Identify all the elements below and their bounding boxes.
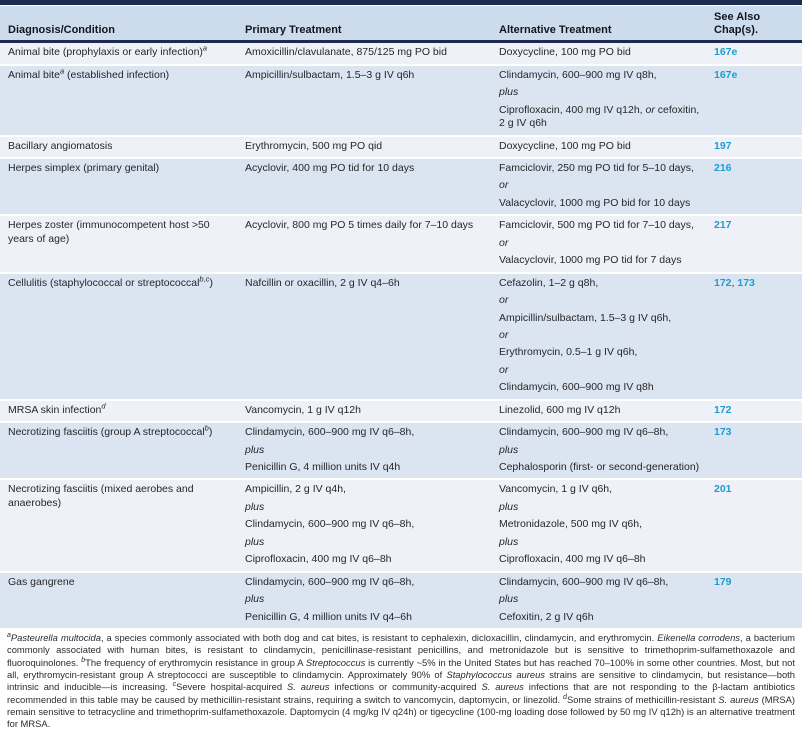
- treatment-line: Bacillary angiomatosis: [8, 139, 113, 152]
- alternative-treatment-cell: [491, 65, 706, 136]
- chapter-link[interactable]: 173: [714, 426, 732, 439]
- treatment-line: plus: [499, 535, 519, 548]
- table-row: [0, 215, 802, 272]
- see-also-cell: [706, 42, 802, 65]
- treatment-line: Necrotizing fasciitis (mixed aerobes and anaerobes): [8, 483, 194, 509]
- treatment-line: Ciprofloxacin, 400 mg IV q6–8h: [245, 553, 392, 566]
- table-row: [0, 400, 802, 422]
- table-top-rule: [0, 0, 802, 5]
- primary-treatment-cell: [237, 65, 491, 136]
- see-also-cell: [706, 215, 802, 272]
- alternative-treatment-cell: [491, 572, 706, 628]
- treatment-line: or: [499, 236, 509, 249]
- treatment-line: Famciclovir, 500 mg PO tid for 7–10 days,: [499, 219, 694, 232]
- treatment-line: Herpes zoster (immunocompetent host >50 years of age): [8, 219, 210, 245]
- treatment-line: Vancomycin, 1 g IV q12h: [245, 403, 361, 416]
- treatment-line: Erythromycin, 500 mg PO qid: [245, 139, 383, 152]
- treatment-line: plus: [499, 443, 519, 456]
- table-row: [0, 136, 802, 158]
- chapter-link[interactable]: 217: [714, 219, 732, 232]
- table-row: [0, 572, 802, 628]
- treatment-line: or: [499, 294, 509, 307]
- treatment-line: Clindamycin, 600–900 mg IV q6–8h,: [245, 426, 415, 439]
- treatment-line: Erythromycin, 0.5–1 g IV q6h,: [499, 346, 638, 359]
- treatment-line: plus: [245, 500, 265, 513]
- treatment-line: Gas gangrene: [8, 575, 75, 588]
- column-header-alternative-treatment: Alternative Treatment: [491, 6, 706, 42]
- diagnosis-cell: [0, 422, 237, 479]
- treatment-line: Cefoxitin, 2 g IV q6h: [499, 610, 594, 623]
- diagnosis-cell: [0, 400, 237, 422]
- table-row: [0, 42, 802, 65]
- alternative-treatment-cell: [491, 158, 706, 215]
- treatment-line: Ampicillin, 2 g IV q4h,: [245, 483, 346, 496]
- table-row: [0, 422, 802, 479]
- primary-treatment-cell: [237, 158, 491, 215]
- treatment-line: Cefazolin, 1–2 g q8h,: [499, 276, 599, 289]
- treatment-line: Penicillin G, 4 million units IV q4h: [245, 461, 401, 473]
- chapter-link[interactable]: 167e: [714, 46, 738, 59]
- treatment-line: Ampicillin/sulbactam, 1.5–3 g IV q6h: [245, 68, 415, 81]
- diagnosis-cell: [0, 273, 237, 400]
- diagnosis-cell: [0, 65, 237, 136]
- treatment-line: or: [499, 179, 509, 192]
- footnotes: $^a$Pasteurella multocida, a species commonly associated with both dog and cat bites, is resistant to cephalexin, dicloxacillin, clindamycin, and erythromycin. Eikenella corrodens, a bacterium commonly associated with human bites, is resistant to clindamycin, penicillinase-resistant penicillins, and metronidazole but is sensitive to trimethoprim-sulfamethoxazole and fluoroquinolones. $^b$The frequency of erythromycin resistance in group A Streptococcus is currently ~5% in the United States but has reached 70–100% in some other countries. Most, but not all, erythromycin-resistant group A streptococci are susceptible to clindamycin. Approximately 90% of Staphylococcus aureus strains are sensitive to clindamycin, but resistance—both intrinsic and inducible—is increasing. $^c$Severe hospital-acquired S. aureus infections or community-acquired S. aureus infections that are not responding to the β-lactam antibiotics recommended in this table may be caused by methicillin-resistant strains, requiring a switch to vancomycin, daptomycin, or linezolid. $^d$Some strains of methicillin-resistant S. aureus (MRSA) remain sensitive to tetracycline and trimethoprim-sulfamethoxazole. Daptomycin (4 mg/kg IV q24h) or tigecycline (100-mg loading dose followed by 50 mg IV q12h) is an alternative treatment for MRSA.: [7, 631, 795, 730]
- treatment-line: Famciclovir, 250 mg PO tid for 5–10 days,: [499, 162, 694, 174]
- treatment-line: Herpes simplex (primary genital): [8, 162, 160, 174]
- treatment-line: Metronidazole, 500 mg IV q6h,: [499, 518, 643, 531]
- alternative-treatment-cell: [491, 273, 706, 400]
- see-also-cell: [706, 136, 802, 158]
- primary-treatment-cell: [237, 136, 491, 158]
- chapter-link[interactable]: 201: [714, 483, 732, 496]
- alternative-treatment-cell: [491, 215, 706, 272]
- primary-treatment-cell: [237, 400, 491, 422]
- table-row: [0, 273, 802, 400]
- alternative-treatment-cell: [491, 400, 706, 422]
- treatment-line: Ciprofloxacin, 400 mg IV q6–8h: [499, 553, 646, 566]
- chapter-link[interactable]: 172: [714, 403, 732, 416]
- table-row: [0, 65, 802, 136]
- primary-treatment-cell: [237, 422, 491, 479]
- treatment-line: Valacyclovir, 1000 mg PO bid for 10 days: [499, 196, 691, 209]
- treatment-line: Vancomycin, 1 g IV q6h,: [499, 483, 613, 496]
- treatment-line: Cephalosporin (first- or second-generation): [499, 461, 700, 473]
- primary-treatment-cell: [237, 42, 491, 65]
- see-also-cell: [706, 422, 802, 479]
- primary-treatment-cell: [237, 215, 491, 272]
- diagnosis-cell: [0, 158, 237, 215]
- see-also-cell: [706, 158, 802, 215]
- diagnosis-cell: [0, 42, 237, 65]
- alternative-treatment-cell: [491, 422, 706, 479]
- treatment-line: Clindamycin, 600–900 mg IV q8h: [499, 381, 654, 394]
- treatment-line: plus: [499, 500, 519, 513]
- chapter-link[interactable]: 179: [714, 575, 732, 588]
- treatment-line: Doxycycline, 100 mg PO bid: [499, 139, 631, 152]
- see-also-cell: 172, 173: [706, 273, 802, 400]
- header-row: [0, 6, 802, 42]
- alternative-treatment-cell: [491, 42, 706, 65]
- treatment-line: Cellulitis (staphylococcal or streptococcal$^{b,c}$): [8, 274, 213, 289]
- table-row: [0, 479, 802, 571]
- treatment-line: Clindamycin, 600–900 mg IV q6–8h,: [499, 575, 669, 588]
- treatment-line: Nafcillin or oxacillin, 2 g IV q4–6h: [245, 276, 400, 289]
- treatment-line: Ciprofloxacin, 400 mg IV q12h, or cefoxitin, 2 g IV q6h: [499, 103, 700, 130]
- treatment-line: Penicillin G, 4 million units IV q4–6h: [245, 610, 412, 623]
- primary-treatment-cell: [237, 479, 491, 571]
- diagnosis-cell: [0, 215, 237, 272]
- primary-treatment-cell: [237, 273, 491, 400]
- treatment-line: Animal bite (prophylaxis or early infection)$^a$: [8, 43, 208, 59]
- column-header-see-also: See Also Chap(s).: [706, 6, 802, 42]
- treatment-table: [0, 6, 802, 628]
- see-also-cell: [706, 572, 802, 628]
- treatment-line: plus: [499, 593, 519, 606]
- treatment-line: Clindamycin, 600–900 mg IV q6–8h,: [499, 426, 669, 439]
- treatment-line: Acyclovir, 800 mg PO 5 times daily for 7–10 days: [245, 219, 474, 232]
- chapter-link[interactable]: 197: [714, 139, 732, 152]
- alternative-treatment-cell: [491, 479, 706, 571]
- treatment-line: Linezolid, 600 mg IV q12h: [499, 403, 621, 416]
- table-header: [0, 6, 802, 42]
- table-row: [0, 158, 802, 215]
- treatment-line: MRSA skin infection$^d$: [8, 401, 106, 416]
- treatment-line: Clindamycin, 600–900 mg IV q6–8h,: [245, 518, 415, 531]
- treatment-line: plus: [245, 535, 265, 548]
- chapter-link[interactable]: 172: [714, 276, 732, 289]
- column-header-diagnosis: Diagnosis/Condition: [0, 6, 237, 42]
- chapter-link[interactable]: 167e: [714, 68, 738, 81]
- diagnosis-cell: [0, 136, 237, 158]
- treatment-line: Valacyclovir, 1000 mg PO tid for 7 days: [499, 254, 682, 267]
- diagnosis-cell: [0, 479, 237, 571]
- see-also-cell: [706, 479, 802, 571]
- primary-treatment-cell: [237, 572, 491, 628]
- treatment-line: Doxycycline, 100 mg PO bid: [499, 46, 631, 59]
- diagnosis-cell: [0, 572, 237, 628]
- treatment-line: Necrotizing fasciitis (group A streptococcal$^b$): [8, 423, 213, 439]
- treatment-line: plus: [245, 593, 265, 606]
- treatment-line: Clindamycin, 600–900 mg IV q8h,: [499, 68, 657, 81]
- treatment-line: plus: [245, 443, 265, 456]
- treatment-line: plus: [499, 86, 519, 99]
- treatment-line: Animal bite$^a$ (established infection): [8, 66, 170, 81]
- column-header-primary-treatment: Primary Treatment: [237, 6, 491, 42]
- table-body: [0, 42, 802, 628]
- treatment-line: Ampicillin/sulbactam, 1.5–3 g IV q6h,: [499, 311, 672, 324]
- treatment-line: Clindamycin, 600–900 mg IV q6–8h,: [245, 575, 415, 588]
- treatment-line: Amoxicillin/clavulanate, 875/125 mg PO bid: [245, 46, 447, 59]
- treatment-line: or: [499, 328, 509, 341]
- see-also-cell: [706, 65, 802, 136]
- treatment-line: or: [499, 363, 509, 376]
- chapter-link[interactable]: 216: [714, 162, 732, 174]
- treatment-line: Acyclovir, 400 mg PO tid for 10 days: [245, 162, 415, 174]
- see-also-cell: [706, 400, 802, 422]
- chapter-link[interactable]: 173: [737, 276, 755, 289]
- alternative-treatment-cell: [491, 136, 706, 158]
